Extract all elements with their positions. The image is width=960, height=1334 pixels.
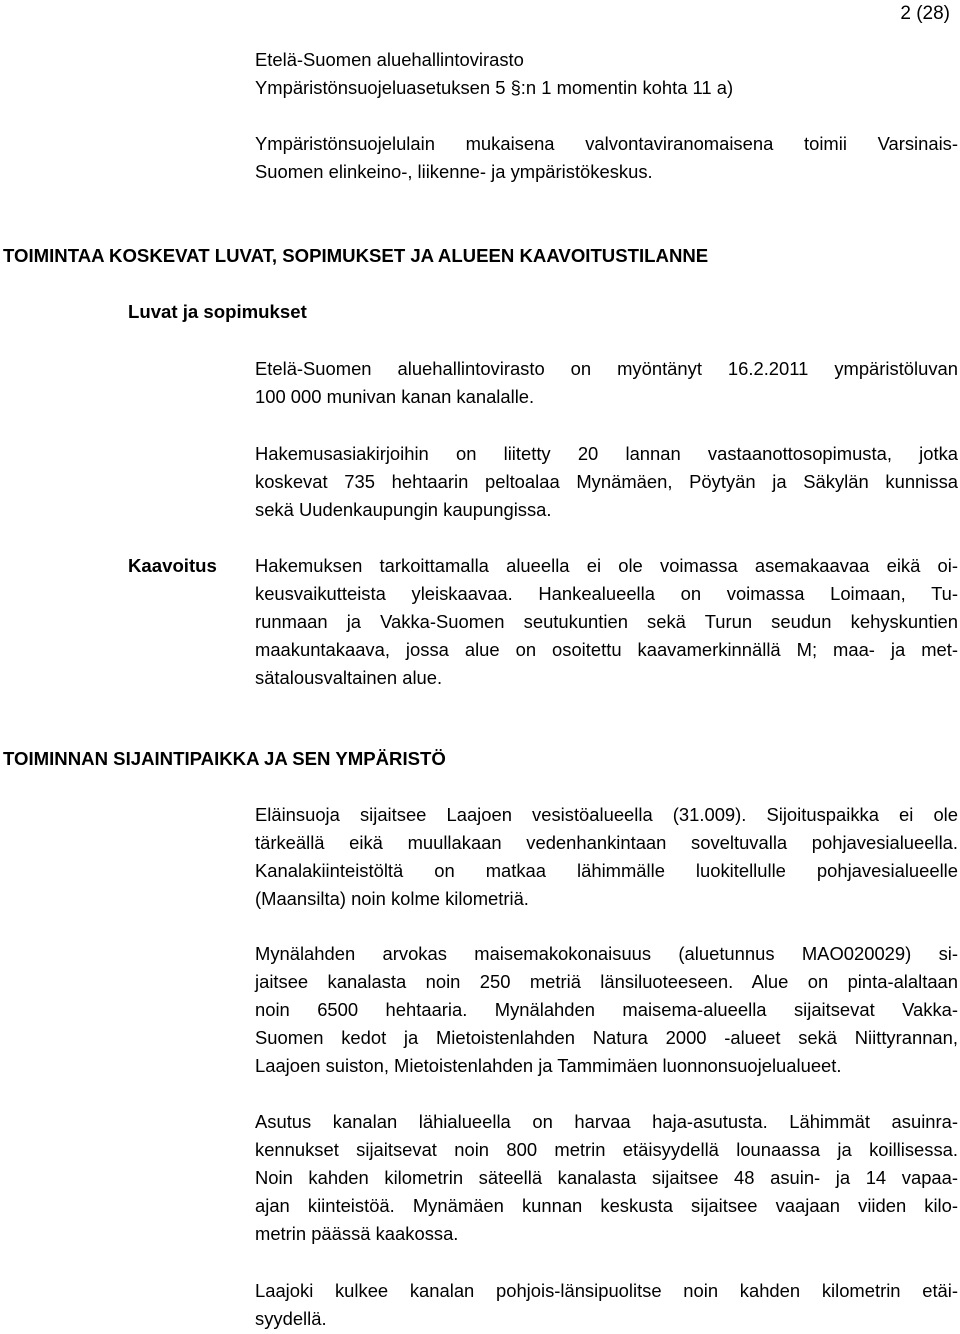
zoning-paragraph bbox=[255, 552, 958, 692]
text-line: syydellä. bbox=[255, 1308, 327, 1329]
text-line: Eläinsuoja sijaitsee Laajoen vesistöalueella (31.009). Sijoituspaikka ei ole bbox=[255, 804, 958, 825]
text-line: Ympäristönsuojelulain mukaisena valvontaviranomaisena toimii Varsinais- bbox=[255, 133, 958, 154]
manure-agreements-paragraph bbox=[255, 440, 958, 524]
river-paragraph bbox=[255, 1277, 958, 1333]
text-line: Laajoen suiston, Mietoistenlahden ja Tammimäen luonnonsuojelualueet. bbox=[255, 1055, 842, 1076]
text-line: tärkeällä eikä muullakaan vedenhankintaan soveltuvalla pohjavesialueella. bbox=[255, 832, 958, 853]
landscape-paragraph bbox=[255, 940, 958, 1080]
text-line: sekä Uudenkaupungin kaupungissa. bbox=[255, 499, 552, 520]
settlement-paragraph bbox=[255, 1108, 958, 1248]
permit-paragraph bbox=[255, 355, 958, 411]
section-heading-location: TOIMINNAN SIJAINTIPAIKKA JA SEN YMPÄRISTÖ bbox=[3, 748, 446, 769]
text-line: sätalousvaltainen alue. bbox=[255, 667, 443, 688]
text-line: metrin päässä kaakossa. bbox=[255, 1223, 459, 1244]
section-heading-permits: TOIMINTAA KOSKEVAT LUVAT, SOPIMUKSET JA ALUEEN KAAVOITUSTILANNE bbox=[3, 245, 709, 266]
text-line: noin 6500 hehtaaria. Mynälahden maisema-alueella sijaitsevat Vakka- bbox=[255, 999, 958, 1020]
text-line: Asutus kanalan lähialueella on harvaa haja-asutusta. Lähimmät asuinra- bbox=[255, 1111, 958, 1132]
subheading-permits-agreements: Luvat ja sopimukset bbox=[128, 301, 307, 322]
text-line: Etelä-Suomen aluehallintovirasto on myöntänyt 16.2.2011 ympäristöluvan bbox=[255, 358, 958, 379]
text-line: Mynälahden arvokas maisemakokonaisuus (aluetunnus MAO020029) si- bbox=[255, 943, 958, 964]
text-line: Hakemusasiakirjoihin on liitetty 20 lannan vastaanottosopimusta, jotka bbox=[255, 443, 958, 464]
text-line: Noin kahden kilometrin säteellä kanalasta sijaitsee 48 asuin- ja 14 vapaa- bbox=[255, 1167, 958, 1188]
text-line: maakuntakaava, jossa alue on osoitettu kaavamerkinnällä M; maa- ja met- bbox=[255, 639, 958, 660]
page-number: 2 (28) bbox=[900, 3, 950, 24]
text-line: Hakemuksen tarkoittamalla alueella ei ole voimassa asemakaavaa eikä oi- bbox=[255, 555, 958, 576]
text-line: keusvaikutteista yleiskaavaa. Hankealueella on voimassa Loimaan, Tu- bbox=[255, 583, 958, 604]
supervision-paragraph bbox=[255, 130, 958, 186]
text-line: (Maansilta) noin kolme kilometriä. bbox=[255, 888, 529, 909]
text-line: jaitsee kanalasta noin 250 metriä länsiluoteeseen. Alue on pinta-alaltaan bbox=[255, 971, 958, 992]
text-line: koskevat 735 hehtaarin peltoalaa Mynämäen, Pöytyän ja Säkylän kunnissa bbox=[255, 471, 958, 492]
text-line: kennukset sijaitsevat noin 800 metrin etäisyydellä lounaassa ja koillisessa. bbox=[255, 1139, 958, 1160]
text-line: ajan kiinteistöä. Mynämäen kunnan keskusta sijaitsee vaajaan viiden kilo- bbox=[255, 1195, 958, 1216]
groundwater-paragraph bbox=[255, 801, 958, 913]
authority-line: Etelä-Suomen aluehallintovirasto bbox=[255, 49, 524, 70]
text-line: Suomen kedot ja Mietoistenlahden Natura 2000 -alueet sekä Niittyrannan, bbox=[255, 1027, 958, 1048]
text-line: 100 000 munivan kanan kanalalle. bbox=[255, 386, 535, 407]
authority-block bbox=[255, 46, 958, 102]
authority-line: Ympäristönsuojeluasetuksen 5 §:n 1 momentin kohta 11 a) bbox=[255, 77, 734, 98]
text-line: Kanalakiinteistöltä on matkaa lähimmälle luokitellulle pohjavesialueelle bbox=[255, 860, 958, 881]
text-line: Suomen elinkeino-, liikenne- ja ympäristökeskus. bbox=[255, 161, 653, 182]
text-line: Laajoki kulkee kanalan pohjois-länsipuolitse noin kahden kilometrin etäi- bbox=[255, 1280, 958, 1301]
text-line: runmaan ja Vakka-Suomen seutukuntien sekä Turun seudun kehyskuntien bbox=[255, 611, 958, 632]
zoning-label: Kaavoitus bbox=[128, 555, 217, 576]
